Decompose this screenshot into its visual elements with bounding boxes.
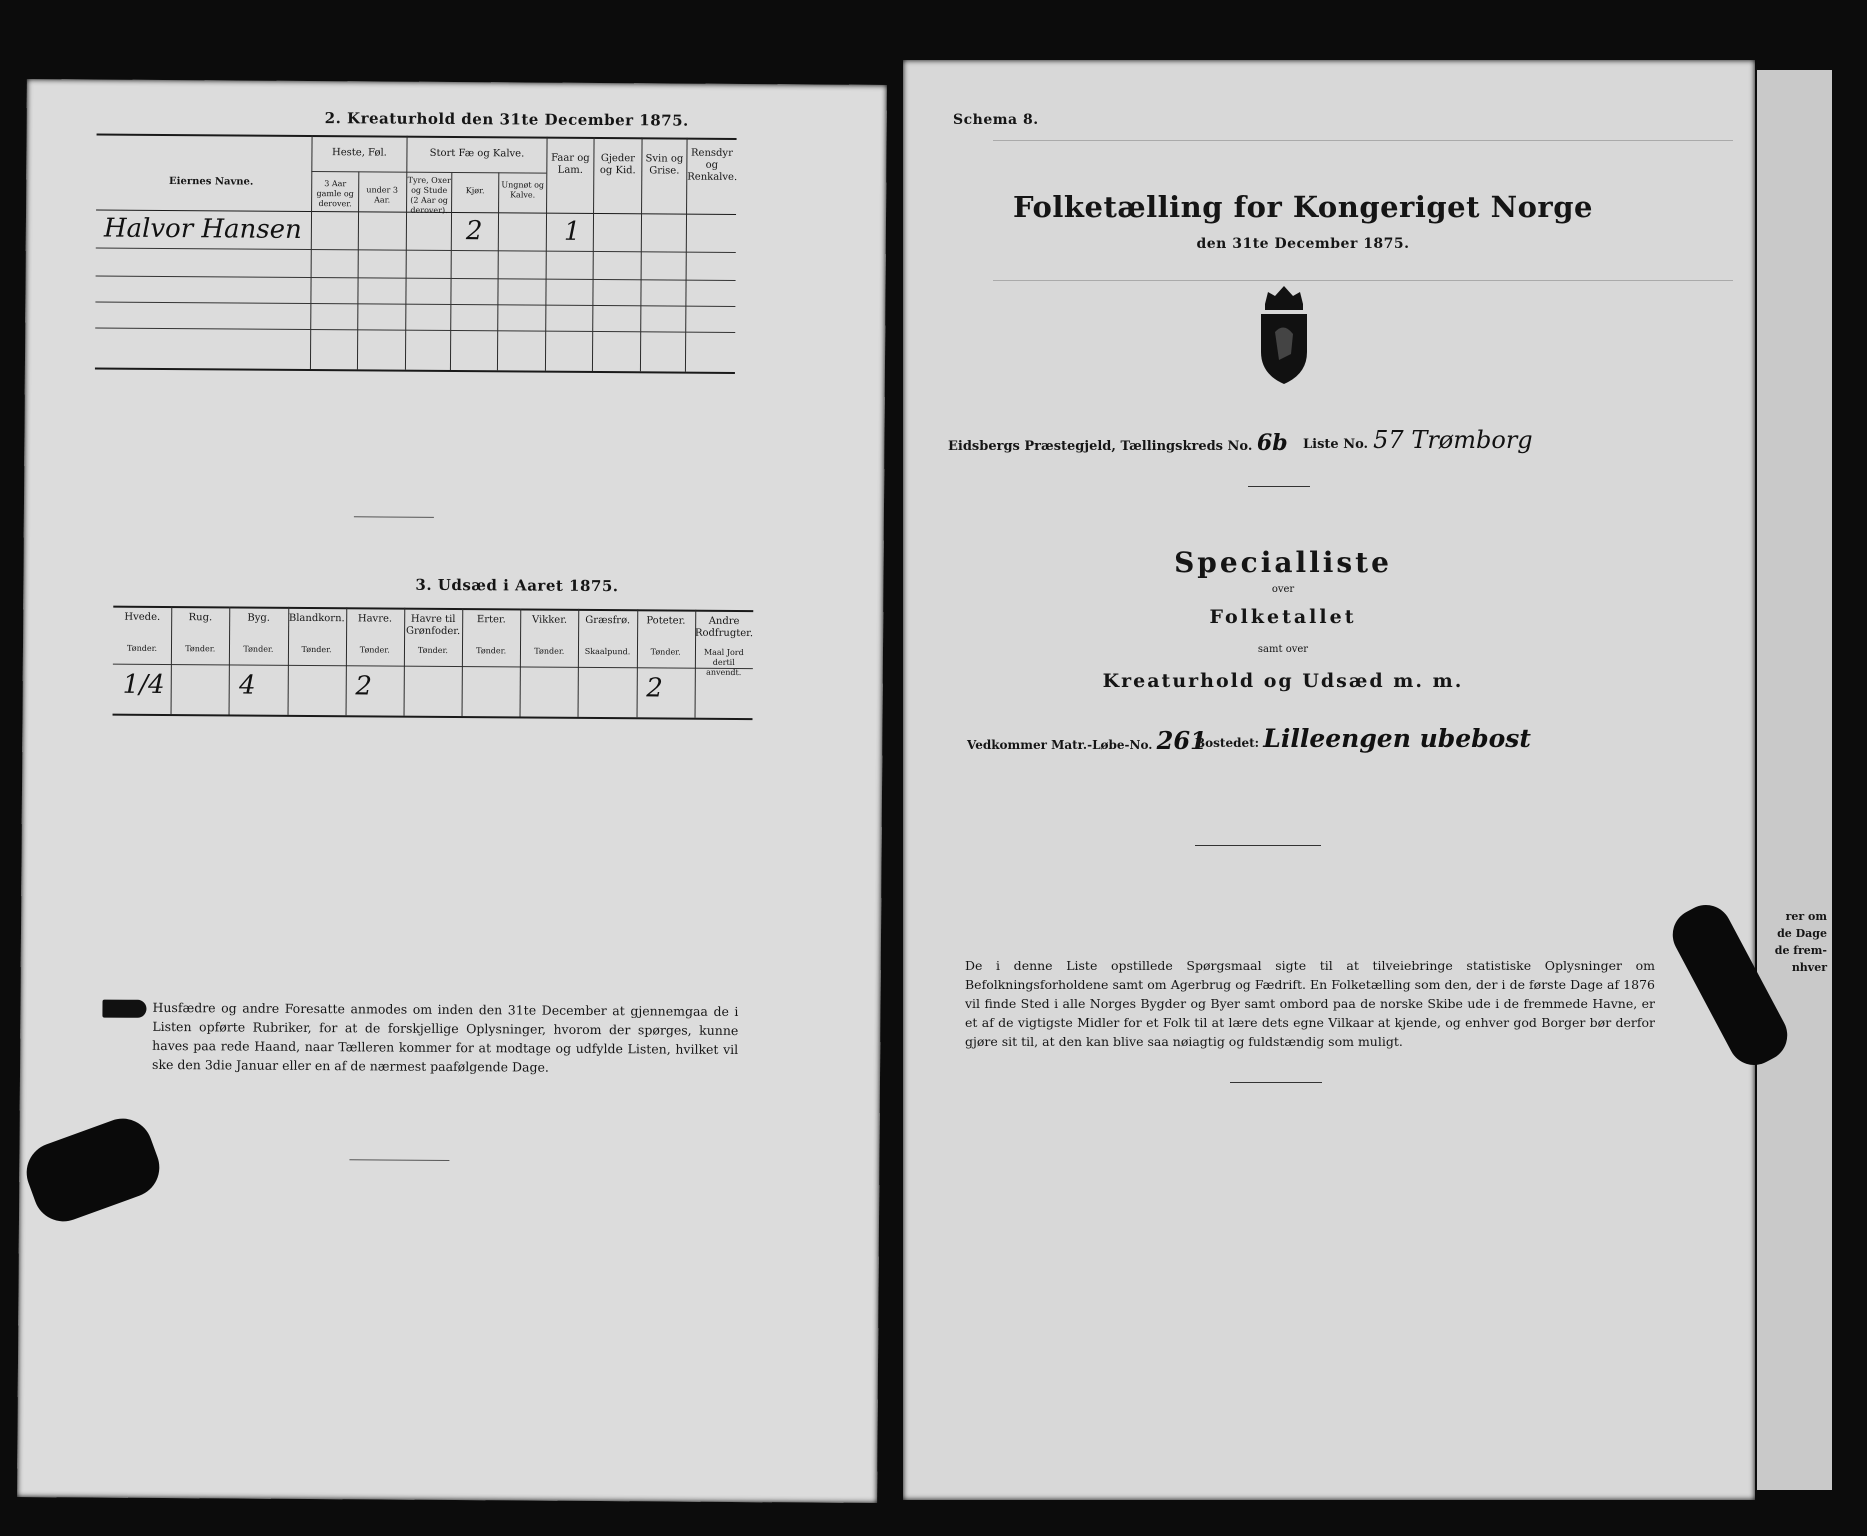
main-subtitle: den 31te December 1875. [1196,236,1410,252]
matr-label: Vedkommer Matr.-Løbe-No. [967,738,1153,752]
udsaed-col-unit: Skaalpund. [584,646,631,657]
col-stort-a: Tyre, Oxer og Stude (2 Aar og derover). [407,175,451,215]
col-faar: Faar og Lam. [551,152,590,176]
udsaed-value: 2 [646,673,663,704]
samt-over: samt over [1257,644,1309,655]
over-1: over [1271,584,1295,595]
udsaed-bottom-rule [113,714,753,720]
rule-1 [1248,486,1310,487]
udsaed-col-header: Poteter. [646,615,686,627]
row1-owner: Halvor Hansen [103,213,302,245]
udsaed-col-header: Hvede. [124,611,161,623]
liste-value: 57 Trømborg [1373,426,1533,454]
col-gjeder: Gjeder og Kid. [599,153,636,177]
udsaed-col-header: Havre. [357,613,393,625]
kreds-value: 6b [1256,430,1288,456]
liste-label: Liste No. [1303,437,1369,452]
udsaed-col-unit: Tønder. [301,644,332,655]
table-bottom-rule [95,367,735,373]
udsaed-value: 4 [238,670,256,701]
section2-title: 2. Kreaturhold den 31te December 1875. [324,109,689,130]
col-stort-b: Kjør. [465,186,485,196]
main-title: Folketælling for Kongeriget Norge [1013,190,1593,224]
prestegjeld-name: Eidsbergs [948,439,1020,454]
specialliste-title: Specialliste [1174,546,1392,579]
kreaturhold-title: Kreaturhold og Udsæd m. m. [1102,670,1464,692]
col-stort-header: Stort Fæ og Kalve. [429,147,525,160]
col-stort-c: Ungnøt og Kalve. [501,180,545,200]
udsaed-col-unit: Maal Jord dertil anvendt. [703,647,744,678]
edge-strip [1757,70,1832,1490]
notice-text: Husfædre og andre Foresatte anmodes om inden den 31te December at gjennemgaa de i Listen opførte Rubriker, for at de forskjellige Oplysninger, hvorom der spørges, kunne haves paa rede Haand, naar Tælleren kommer for at modtage og udfylde Listen, hvilket vil ske den 3die Januar eller en af de nærmest paafølgende Dage. [152,999,739,1075]
udsaed-col-unit: Tønder. [243,644,274,654]
udsaed-col-header: Byg. [247,612,270,624]
udsaed-col-header: Rug. [188,612,213,624]
udsaed-col-unit: Tønder. [185,644,216,654]
bostedet-line [1195,724,1531,753]
udsaed-value: 1/4 [122,669,165,700]
row1-faar: 1 [563,216,581,247]
udsaed-value: 2 [355,671,373,702]
rule-2 [1195,845,1321,846]
udsaed-header-rule [113,664,753,669]
left-page [17,79,887,1503]
bostedet-label: Bostedet: [1195,736,1260,750]
col-owner-header: Eiernes Navne. [169,176,254,188]
col-rensdyr: Rensdyr og Renkalve. [687,147,738,183]
udsaed-col-unit: Tønder. [650,647,681,657]
section3-title: 3. Udsæd i Aaret 1875. [415,575,619,596]
bostedet-value: Lilleengen ubebost [1263,724,1531,753]
matr-line [967,726,1207,755]
matr-value: 261 [1156,726,1207,755]
pointing-hand-icon [102,1000,146,1018]
udsaed-col-header: Havre til Grønfoder. [405,613,461,638]
right-page [903,60,1755,1500]
coat-of-arms-icon [1253,282,1315,386]
folketallet: Folketallet [1209,606,1357,628]
col-heste-header: Heste, Føl. [331,147,387,159]
bottom-separator [349,1159,449,1161]
col-heste-b: under 3 Aar. [366,185,399,205]
udsaed-col-unit: Tønder. [417,645,449,655]
udsaed-col-header: Græsfrø. [585,614,631,627]
udsaed-col-unit: Tønder. [127,643,158,653]
udsaed-col-unit: Tønder. [534,646,565,656]
intro-paragraph: De i denne Liste opstillede Spørgsmaal sigte til at tilveiebringe statistiske Oplysninger om Befolkningsforholdene samt om Agerbrug og Fædrift. En Folketælling som den, der i de første Dage af 1876 vil finde Sted i alle Norges Bygder og Byer samt ombord paa de norske Skibe ude i de fremmede Havne, er et af de vigtigste Midler for et Folk til at lære dets egne Vilkaar at kjende, og enhver god Borger bør derfor gjøre sit til, at den kan blive saa nøiagtig og fuldstændig som muligt. [965,958,1655,1049]
separator [354,516,434,518]
schema-label: Schema 8. [953,112,1039,128]
location-line [948,430,1288,456]
liste-line [1303,426,1533,454]
edge-text: rer om de Dage de frem- nhver [1774,910,1827,974]
udsaed-top-rule [113,606,753,612]
udsaed-col-header: Vikker. [531,614,568,626]
prestegjeld-label: Præstegjeld, [1024,439,1116,454]
udsaed-col-header: Erter. [476,614,506,626]
col-heste-a: 3 Aar gamle og derover. [316,179,354,209]
udsaed-col-header: Andre Rodfrugter. [694,615,754,640]
udsaed-col-unit: Tønder. [359,645,390,655]
row1-kjor: 2 [465,216,483,247]
rule-3 [1230,1082,1322,1083]
kreds-label: Tællingskreds No. [1120,439,1253,454]
udsaed-col-header: Blandkorn. [288,612,345,625]
col-svin: Svin og Grise. [645,153,684,177]
udsaed-col-unit: Tønder. [476,646,507,656]
